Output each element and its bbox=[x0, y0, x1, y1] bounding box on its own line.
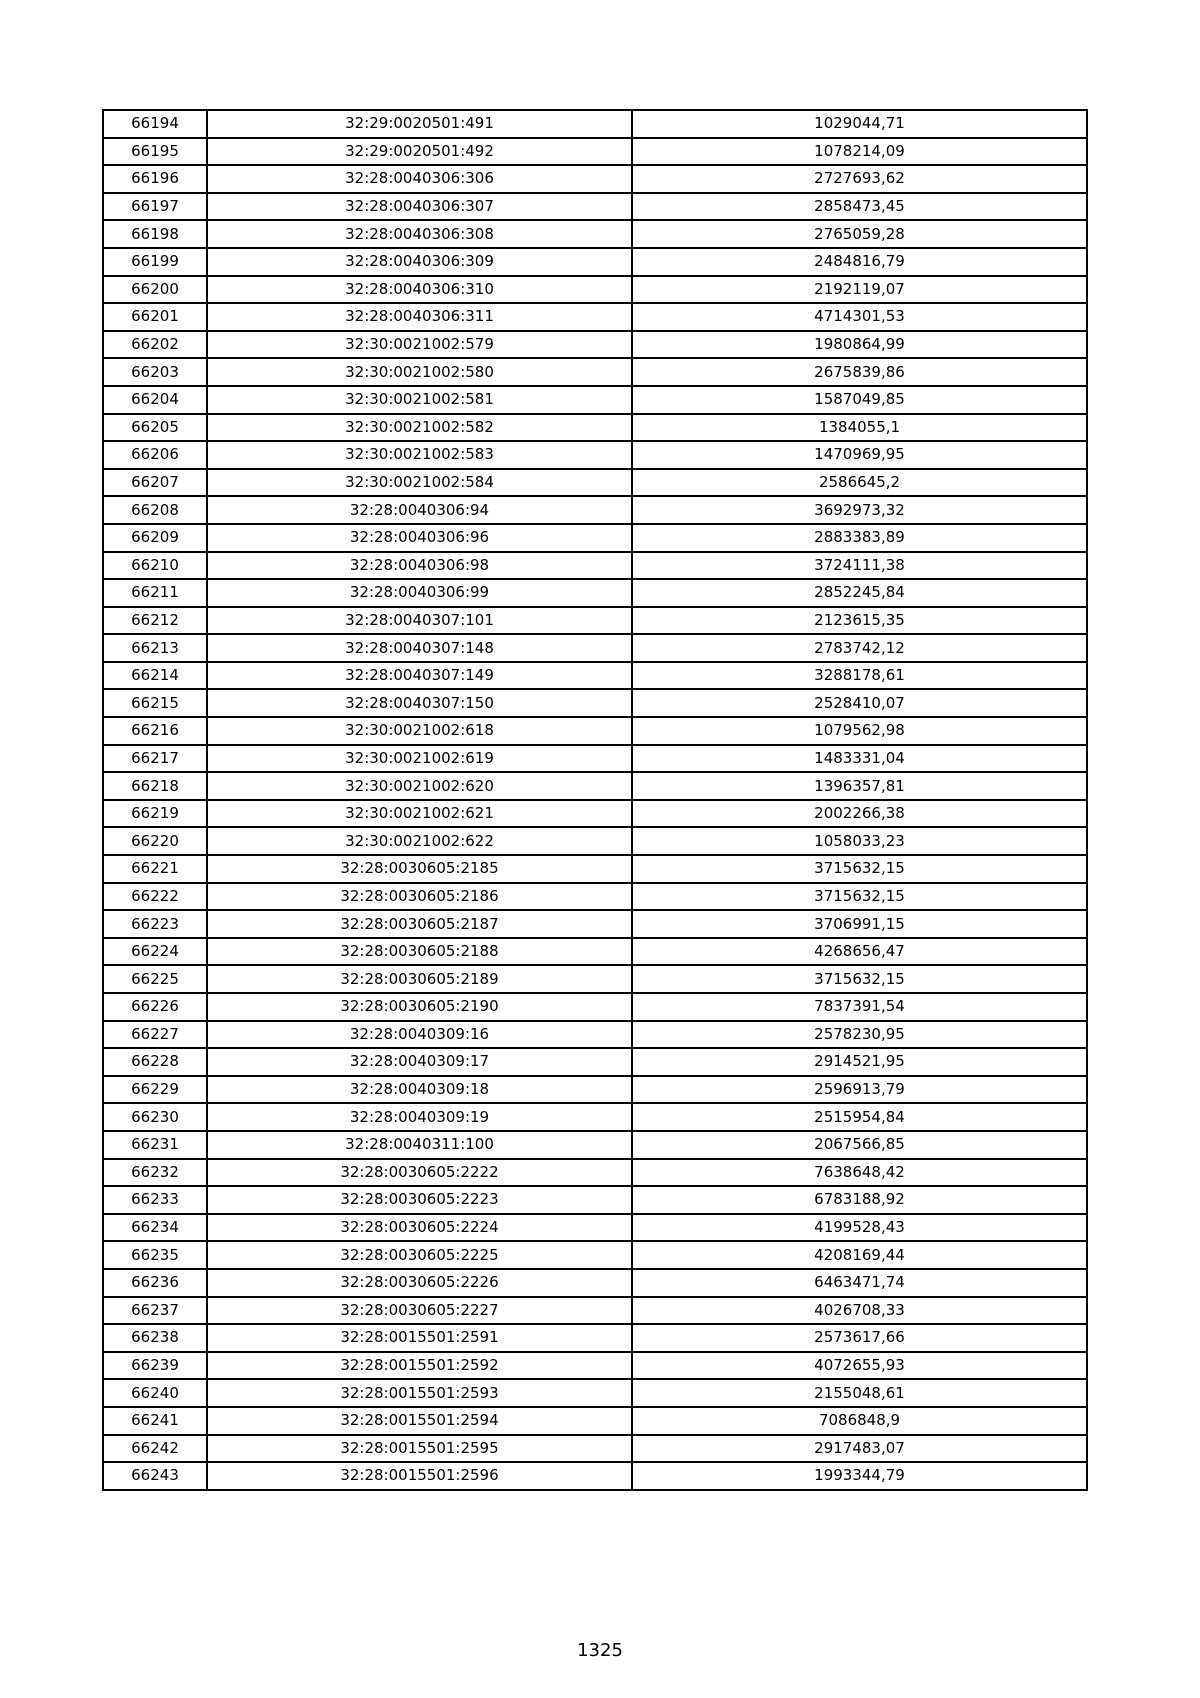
row-number-cell: 66206 bbox=[103, 441, 207, 469]
cadastral-number-cell: 32:28:0040306:311 bbox=[207, 303, 632, 331]
cadastral-number-cell: 32:30:0021002:584 bbox=[207, 469, 632, 497]
row-number-cell: 66239 bbox=[103, 1352, 207, 1380]
row-number-cell: 66235 bbox=[103, 1241, 207, 1269]
table-row bbox=[103, 1048, 1087, 1076]
row-number-cell: 66214 bbox=[103, 662, 207, 690]
row-number-cell: 66198 bbox=[103, 220, 207, 248]
row-number-cell: 66204 bbox=[103, 386, 207, 414]
row-number-cell: 66207 bbox=[103, 469, 207, 497]
cadastral-value-cell: 2596913,79 bbox=[632, 1076, 1087, 1104]
cadastral-value-cell: 2528410,07 bbox=[632, 689, 1087, 717]
table-row bbox=[103, 662, 1087, 690]
row-number-cell: 66195 bbox=[103, 138, 207, 166]
row-number-cell: 66231 bbox=[103, 1131, 207, 1159]
row-number-cell: 66208 bbox=[103, 496, 207, 524]
table-row bbox=[103, 138, 1087, 166]
cadastral-value-cell: 2783742,12 bbox=[632, 634, 1087, 662]
table-row bbox=[103, 193, 1087, 221]
table-row bbox=[103, 524, 1087, 552]
cadastral-number-cell: 32:28:0030605:2222 bbox=[207, 1159, 632, 1187]
table-row bbox=[103, 331, 1087, 359]
cadastral-number-cell: 32:28:0030605:2189 bbox=[207, 965, 632, 993]
cadastral-number-cell: 32:28:0015501:2596 bbox=[207, 1462, 632, 1490]
cadastral-value-cell: 1384055,1 bbox=[632, 414, 1087, 442]
cadastral-value-cell: 4072655,93 bbox=[632, 1352, 1087, 1380]
table-row bbox=[103, 1241, 1087, 1269]
row-number-cell: 66213 bbox=[103, 634, 207, 662]
cadastral-value-cell: 1079562,98 bbox=[632, 717, 1087, 745]
cadastral-number-cell: 32:28:0040307:150 bbox=[207, 689, 632, 717]
row-number-cell: 66221 bbox=[103, 855, 207, 883]
table-row bbox=[103, 1159, 1087, 1187]
cadastral-value-cell: 2917483,07 bbox=[632, 1435, 1087, 1463]
cadastral-value-cell: 4208169,44 bbox=[632, 1241, 1087, 1269]
table-row bbox=[103, 938, 1087, 966]
table-row bbox=[103, 386, 1087, 414]
cadastral-number-cell: 32:30:0021002:620 bbox=[207, 772, 632, 800]
table-row bbox=[103, 634, 1087, 662]
cadastral-value-cell: 1396357,81 bbox=[632, 772, 1087, 800]
cadastral-number-cell: 32:30:0021002:579 bbox=[207, 331, 632, 359]
cadastral-value-cell: 3724111,38 bbox=[632, 552, 1087, 580]
cadastral-number-cell: 32:28:0040309:19 bbox=[207, 1103, 632, 1131]
table-row bbox=[103, 689, 1087, 717]
row-number-cell: 66211 bbox=[103, 579, 207, 607]
cadastral-value-cell: 2155048,61 bbox=[632, 1379, 1087, 1407]
cadastral-number-cell: 32:28:0030605:2190 bbox=[207, 993, 632, 1021]
cadastral-value-cell: 4199528,43 bbox=[632, 1214, 1087, 1242]
row-number-cell: 66240 bbox=[103, 1379, 207, 1407]
cadastral-value-cell: 1483331,04 bbox=[632, 745, 1087, 773]
cadastral-number-cell: 32:28:0015501:2595 bbox=[207, 1435, 632, 1463]
cadastral-value-cell: 1078214,09 bbox=[632, 138, 1087, 166]
cadastral-value-cell: 2586645,2 bbox=[632, 469, 1087, 497]
table-row bbox=[103, 1379, 1087, 1407]
cadastral-value-cell: 2883383,89 bbox=[632, 524, 1087, 552]
cadastral-number-cell: 32:28:0040307:101 bbox=[207, 607, 632, 635]
row-number-cell: 66205 bbox=[103, 414, 207, 442]
cadastral-number-cell: 32:28:0015501:2594 bbox=[207, 1407, 632, 1435]
row-number-cell: 66228 bbox=[103, 1048, 207, 1076]
cadastral-value-cell: 1058033,23 bbox=[632, 827, 1087, 855]
cadastral-number-cell: 32:28:0030605:2225 bbox=[207, 1241, 632, 1269]
table-row bbox=[103, 1103, 1087, 1131]
row-number-cell: 66218 bbox=[103, 772, 207, 800]
cadastral-value-cell: 2675839,86 bbox=[632, 358, 1087, 386]
row-number-cell: 66238 bbox=[103, 1324, 207, 1352]
row-number-cell: 66232 bbox=[103, 1159, 207, 1187]
row-number-cell: 66203 bbox=[103, 358, 207, 386]
cadastral-number-cell: 32:28:0015501:2591 bbox=[207, 1324, 632, 1352]
cadastral-number-cell: 32:28:0030605:2226 bbox=[207, 1269, 632, 1297]
row-number-cell: 66220 bbox=[103, 827, 207, 855]
cadastral-value-cell: 2852245,84 bbox=[632, 579, 1087, 607]
row-number-cell: 66202 bbox=[103, 331, 207, 359]
table-body bbox=[103, 110, 1087, 1490]
table-row bbox=[103, 1297, 1087, 1325]
cadastral-value-cell: 1993344,79 bbox=[632, 1462, 1087, 1490]
row-number-cell: 66225 bbox=[103, 965, 207, 993]
table-row bbox=[103, 358, 1087, 386]
row-number-cell: 66234 bbox=[103, 1214, 207, 1242]
cadastral-number-cell: 32:28:0030605:2187 bbox=[207, 910, 632, 938]
table-row bbox=[103, 469, 1087, 497]
cadastral-number-cell: 32:28:0040306:306 bbox=[207, 165, 632, 193]
cadastral-value-cell: 2858473,45 bbox=[632, 193, 1087, 221]
row-number-cell: 66224 bbox=[103, 938, 207, 966]
cadastral-number-cell: 32:30:0021002:619 bbox=[207, 745, 632, 773]
cadastral-value-cell: 7638648,42 bbox=[632, 1159, 1087, 1187]
row-number-cell: 66212 bbox=[103, 607, 207, 635]
cadastral-number-cell: 32:28:0030605:2188 bbox=[207, 938, 632, 966]
cadastral-value-cell: 2578230,95 bbox=[632, 1021, 1087, 1049]
row-number-cell: 66236 bbox=[103, 1269, 207, 1297]
row-number-cell: 66241 bbox=[103, 1407, 207, 1435]
cadastral-number-cell: 32:28:0040309:18 bbox=[207, 1076, 632, 1104]
table-row bbox=[103, 1021, 1087, 1049]
row-number-cell: 66237 bbox=[103, 1297, 207, 1325]
table-row bbox=[103, 1435, 1087, 1463]
cadastral-value-cell: 7837391,54 bbox=[632, 993, 1087, 1021]
table-row bbox=[103, 1076, 1087, 1104]
cadastral-value-cell: 2573617,66 bbox=[632, 1324, 1087, 1352]
cadastral-value-cell: 2002266,38 bbox=[632, 800, 1087, 828]
table-row bbox=[103, 1131, 1087, 1159]
cadastral-value-table bbox=[102, 109, 1088, 1491]
row-number-cell: 66233 bbox=[103, 1186, 207, 1214]
cadastral-number-cell: 32:28:0015501:2593 bbox=[207, 1379, 632, 1407]
table-row bbox=[103, 1214, 1087, 1242]
cadastral-number-cell: 32:28:0030605:2186 bbox=[207, 883, 632, 911]
cadastral-number-cell: 32:28:0040306:99 bbox=[207, 579, 632, 607]
cadastral-number-cell: 32:28:0040309:17 bbox=[207, 1048, 632, 1076]
cadastral-number-cell: 32:28:0040306:310 bbox=[207, 276, 632, 304]
cadastral-number-cell: 32:28:0040307:149 bbox=[207, 662, 632, 690]
cadastral-number-cell: 32:28:0040306:307 bbox=[207, 193, 632, 221]
cadastral-number-cell: 32:28:0040306:308 bbox=[207, 220, 632, 248]
table-row bbox=[103, 607, 1087, 635]
row-number-cell: 66209 bbox=[103, 524, 207, 552]
cadastral-number-cell: 32:29:0020501:491 bbox=[207, 110, 632, 138]
cadastral-number-cell: 32:30:0021002:580 bbox=[207, 358, 632, 386]
row-number-cell: 66210 bbox=[103, 552, 207, 580]
row-number-cell: 66222 bbox=[103, 883, 207, 911]
cadastral-number-cell: 32:29:0020501:492 bbox=[207, 138, 632, 166]
cadastral-number-cell: 32:28:0040311:100 bbox=[207, 1131, 632, 1159]
cadastral-value-cell: 4268656,47 bbox=[632, 938, 1087, 966]
cadastral-value-cell: 3706991,15 bbox=[632, 910, 1087, 938]
cadastral-number-cell: 32:28:0015501:2592 bbox=[207, 1352, 632, 1380]
cadastral-value-cell: 1029044,71 bbox=[632, 110, 1087, 138]
table-row bbox=[103, 965, 1087, 993]
table-row bbox=[103, 414, 1087, 442]
table-row bbox=[103, 248, 1087, 276]
cadastral-number-cell: 32:28:0040307:148 bbox=[207, 634, 632, 662]
row-number-cell: 66201 bbox=[103, 303, 207, 331]
cadastral-value-cell: 1470969,95 bbox=[632, 441, 1087, 469]
cadastral-value-cell: 7086848,9 bbox=[632, 1407, 1087, 1435]
table-row bbox=[103, 165, 1087, 193]
row-number-cell: 66200 bbox=[103, 276, 207, 304]
table-row bbox=[103, 1269, 1087, 1297]
cadastral-value-cell: 3715632,15 bbox=[632, 965, 1087, 993]
table-row bbox=[103, 910, 1087, 938]
cadastral-value-cell: 4026708,33 bbox=[632, 1297, 1087, 1325]
cadastral-number-cell: 32:30:0021002:582 bbox=[207, 414, 632, 442]
cadastral-number-cell: 32:30:0021002:622 bbox=[207, 827, 632, 855]
table-row bbox=[103, 1352, 1087, 1380]
row-number-cell: 66226 bbox=[103, 993, 207, 1021]
table-row bbox=[103, 579, 1087, 607]
table-row bbox=[103, 883, 1087, 911]
table-row bbox=[103, 496, 1087, 524]
table-row bbox=[103, 1462, 1087, 1490]
cadastral-number-cell: 32:30:0021002:583 bbox=[207, 441, 632, 469]
cadastral-value-cell: 2515954,84 bbox=[632, 1103, 1087, 1131]
cadastral-value-cell: 1980864,99 bbox=[632, 331, 1087, 359]
cadastral-value-cell: 3715632,15 bbox=[632, 855, 1087, 883]
cadastral-value-cell: 1587049,85 bbox=[632, 386, 1087, 414]
row-number-cell: 66229 bbox=[103, 1076, 207, 1104]
cadastral-number-cell: 32:28:0040309:16 bbox=[207, 1021, 632, 1049]
row-number-cell: 66223 bbox=[103, 910, 207, 938]
cadastral-value-cell: 2484816,79 bbox=[632, 248, 1087, 276]
table-row bbox=[103, 441, 1087, 469]
cadastral-value-cell: 2727693,62 bbox=[632, 165, 1087, 193]
row-number-cell: 66242 bbox=[103, 1435, 207, 1463]
cadastral-value-cell: 2765059,28 bbox=[632, 220, 1087, 248]
table-row bbox=[103, 276, 1087, 304]
row-number-cell: 66243 bbox=[103, 1462, 207, 1490]
row-number-cell: 66197 bbox=[103, 193, 207, 221]
cadastral-value-cell: 2914521,95 bbox=[632, 1048, 1087, 1076]
cadastral-number-cell: 32:28:0040306:98 bbox=[207, 552, 632, 580]
row-number-cell: 66194 bbox=[103, 110, 207, 138]
cadastral-number-cell: 32:28:0040306:309 bbox=[207, 248, 632, 276]
row-number-cell: 66215 bbox=[103, 689, 207, 717]
cadastral-number-cell: 32:28:0030605:2223 bbox=[207, 1186, 632, 1214]
table-row bbox=[103, 1324, 1087, 1352]
cadastral-value-cell: 2067566,85 bbox=[632, 1131, 1087, 1159]
cadastral-value-cell: 2123615,35 bbox=[632, 607, 1087, 635]
cadastral-value-cell: 6463471,74 bbox=[632, 1269, 1087, 1297]
table-row bbox=[103, 110, 1087, 138]
table-row bbox=[103, 993, 1087, 1021]
table-row bbox=[103, 552, 1087, 580]
row-number-cell: 66196 bbox=[103, 165, 207, 193]
cadastral-number-cell: 32:28:0030605:2224 bbox=[207, 1214, 632, 1242]
table-row bbox=[103, 717, 1087, 745]
table-row bbox=[103, 745, 1087, 773]
row-number-cell: 66199 bbox=[103, 248, 207, 276]
cadastral-value-cell: 2192119,07 bbox=[632, 276, 1087, 304]
cadastral-number-cell: 32:30:0021002:621 bbox=[207, 800, 632, 828]
cadastral-value-cell: 4714301,53 bbox=[632, 303, 1087, 331]
cadastral-value-cell: 3715632,15 bbox=[632, 883, 1087, 911]
row-number-cell: 66216 bbox=[103, 717, 207, 745]
cadastral-value-cell: 3288178,61 bbox=[632, 662, 1087, 690]
table-row bbox=[103, 800, 1087, 828]
row-number-cell: 66227 bbox=[103, 1021, 207, 1049]
cadastral-number-cell: 32:30:0021002:618 bbox=[207, 717, 632, 745]
cadastral-number-cell: 32:28:0040306:94 bbox=[207, 496, 632, 524]
cadastral-number-cell: 32:28:0030605:2185 bbox=[207, 855, 632, 883]
cadastral-number-cell: 32:28:0030605:2227 bbox=[207, 1297, 632, 1325]
table-row bbox=[103, 303, 1087, 331]
table-row bbox=[103, 1407, 1087, 1435]
row-number-cell: 66217 bbox=[103, 745, 207, 773]
page-number: 1325 bbox=[577, 1640, 623, 1661]
table-row bbox=[103, 827, 1087, 855]
row-number-cell: 66230 bbox=[103, 1103, 207, 1131]
table-row bbox=[103, 1186, 1087, 1214]
table-row bbox=[103, 220, 1087, 248]
cadastral-number-cell: 32:30:0021002:581 bbox=[207, 386, 632, 414]
cadastral-number-cell: 32:28:0040306:96 bbox=[207, 524, 632, 552]
table-row bbox=[103, 772, 1087, 800]
table-row bbox=[103, 855, 1087, 883]
cadastral-value-cell: 3692973,32 bbox=[632, 496, 1087, 524]
row-number-cell: 66219 bbox=[103, 800, 207, 828]
cadastral-value-cell: 6783188,92 bbox=[632, 1186, 1087, 1214]
